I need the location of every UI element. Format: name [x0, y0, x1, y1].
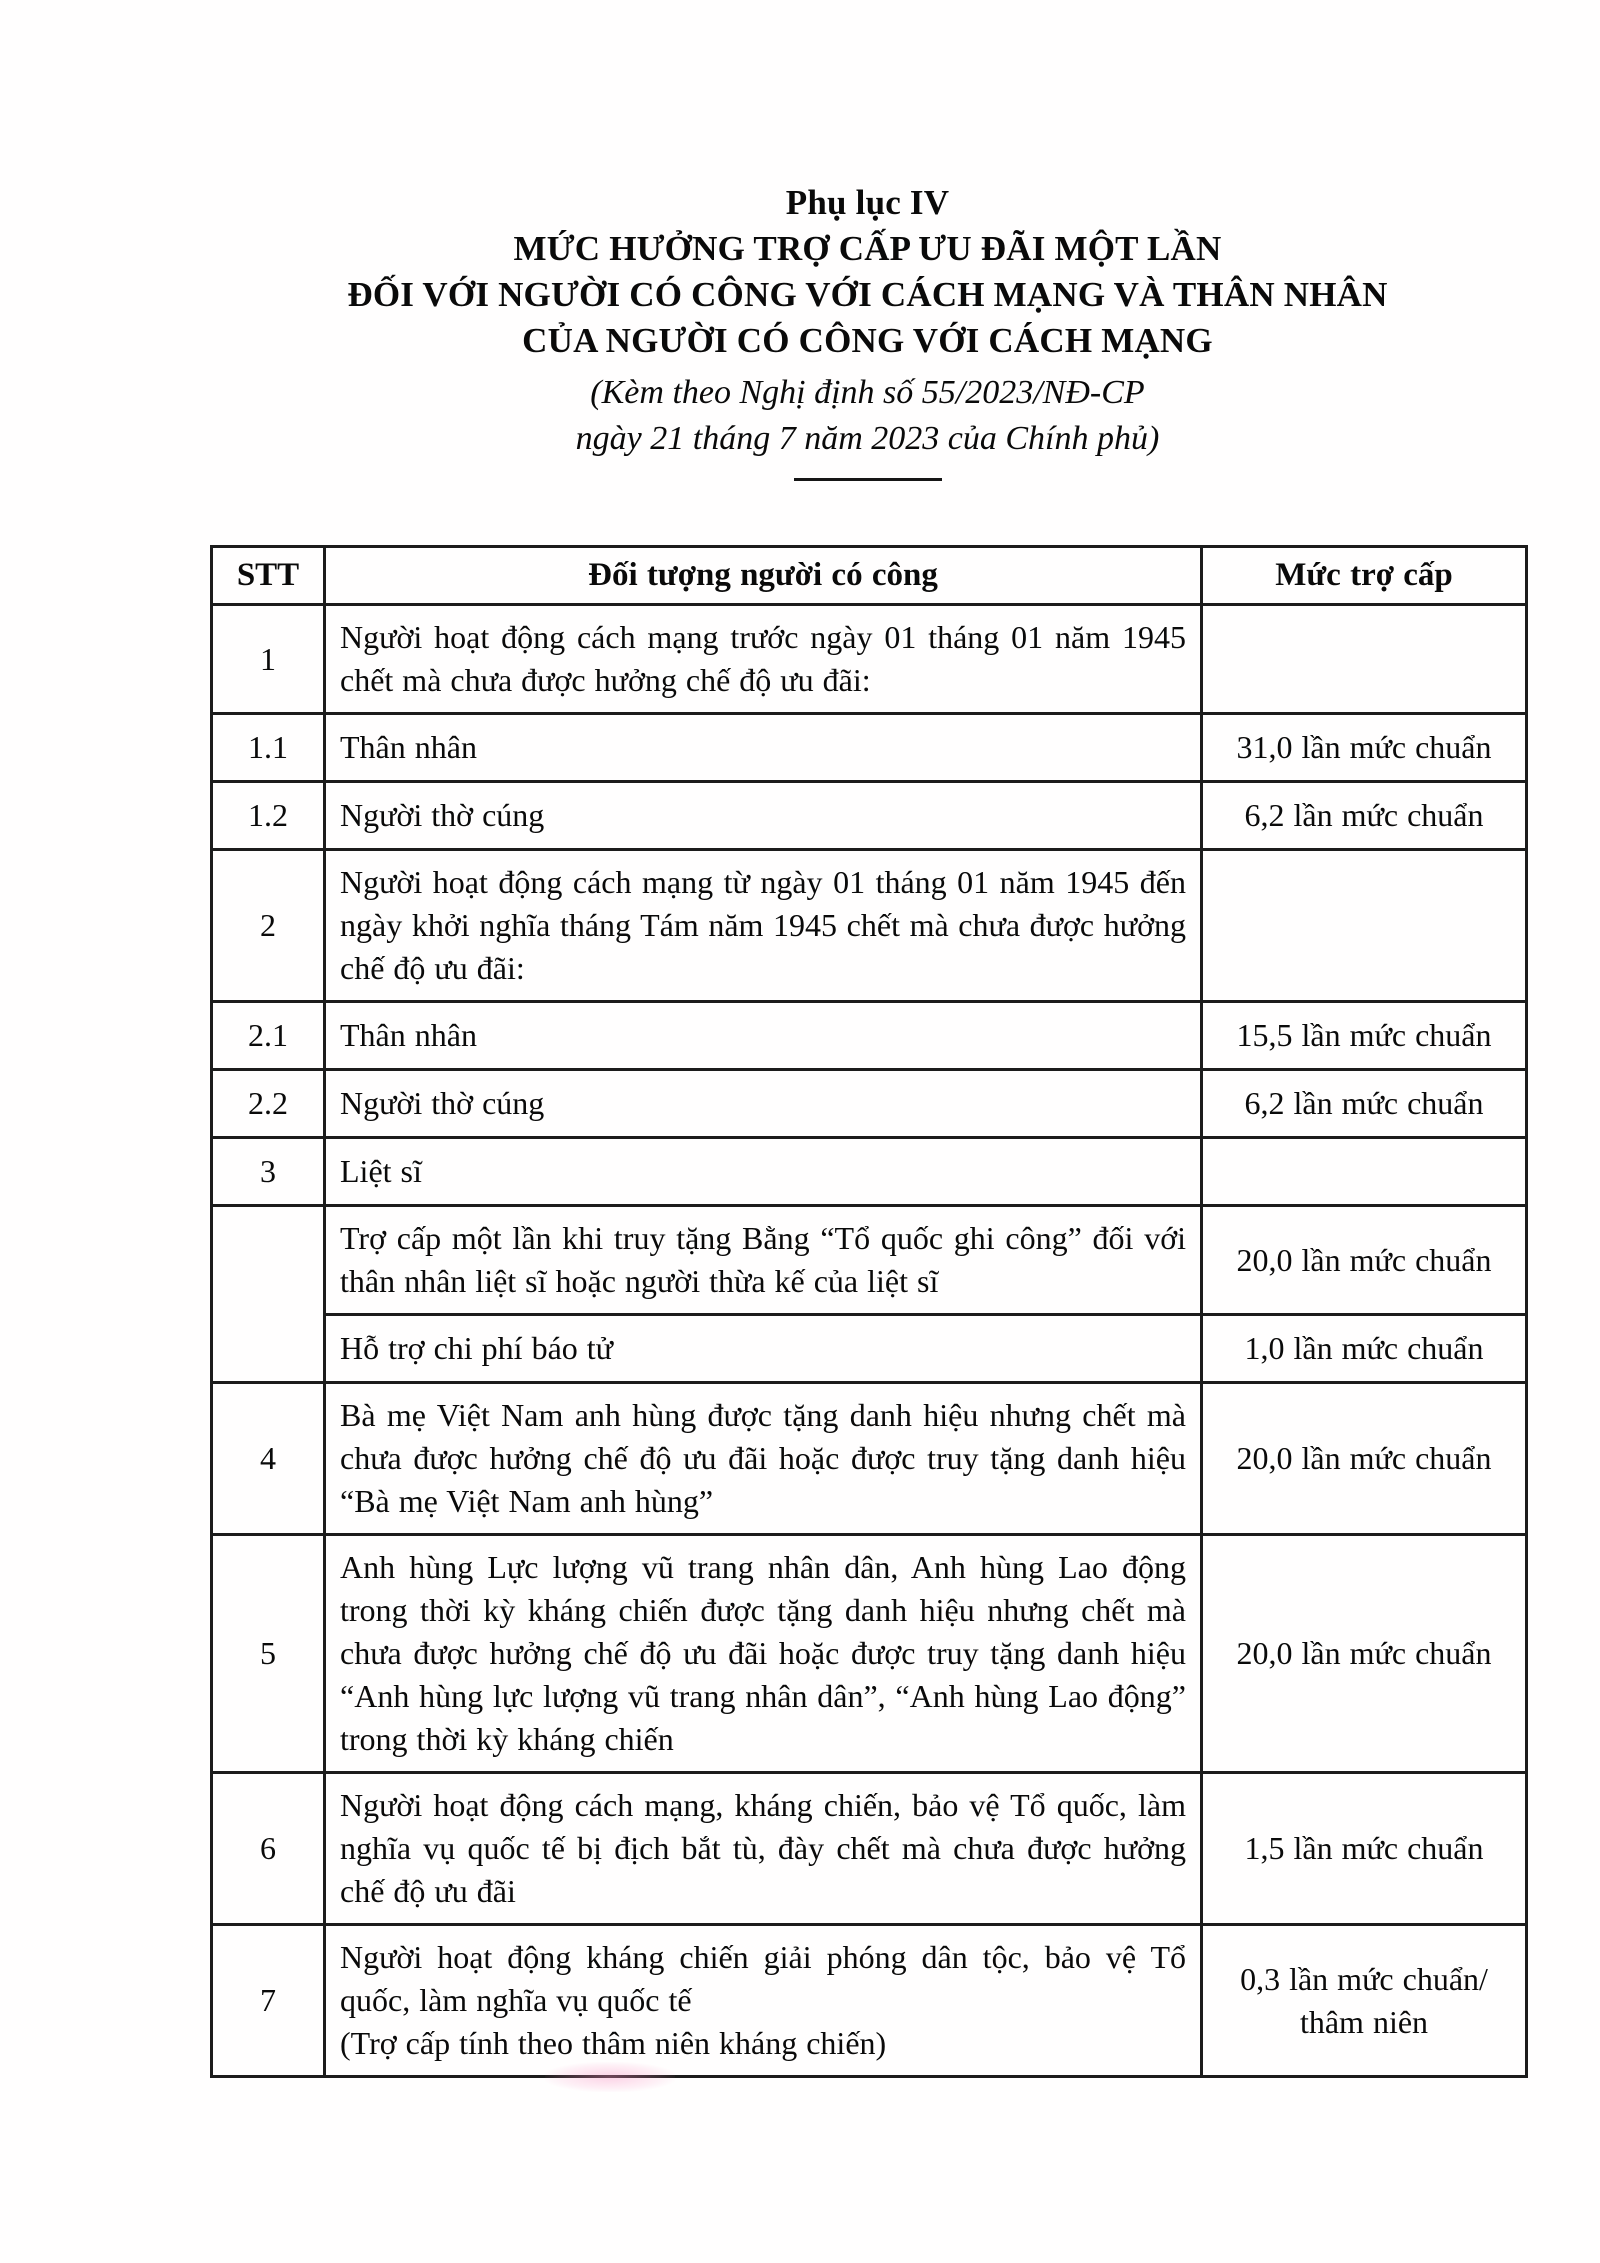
- stt-cell: 7: [212, 1925, 325, 2077]
- subject-cell: Người hoạt động cách mạng, kháng chiến, bảo vệ Tổ quốc, làm nghĩa vụ quốc tế bị địch bắt tù, đày chết mà chưa được hưởng chế độ ưu đãi: [325, 1773, 1202, 1925]
- table-row: [212, 1925, 1527, 2077]
- amount-line-2: thâm niên: [1299, 2003, 1429, 2040]
- document-content: [210, 0, 1525, 2078]
- subject-cell: Liệt sĩ: [325, 1138, 1202, 1206]
- allowance-table: [210, 545, 1528, 2078]
- stt-cell: 2: [212, 850, 325, 1002]
- subject-cell: Trợ cấp một lần khi truy tặng Bằng “Tổ quốc ghi công” đối với thân nhân liệt sĩ hoặc người thừa kế của liệt sĩ: [325, 1206, 1202, 1315]
- subject-text: Người hoạt động kháng chiến giải phóng dân tộc, bảo vệ Tổ quốc, làm nghĩa vụ quốc tế: [340, 1939, 1186, 2018]
- amount-cell: 15,5 lần mức chuẩn: [1202, 1002, 1527, 1070]
- amount-cell: 20,0 lần mức chuẩn: [1202, 1206, 1527, 1315]
- column-header-amount: Mức trợ cấp: [1202, 547, 1527, 605]
- document-subtitle-line-1: (Kèm theo Nghị định số 55/2023/NĐ-CP: [590, 374, 1145, 411]
- table-row: [212, 1535, 1527, 1773]
- stt-cell: 1: [212, 605, 325, 714]
- subject-cell: Thân nhân: [325, 1002, 1202, 1070]
- document-subtitle-line-2: ngày 21 tháng 7 năm 2023 của Chính phủ): [575, 420, 1160, 457]
- amount-cell: 1,0 lần mức chuẩn: [1202, 1315, 1527, 1383]
- table-row: [212, 714, 1527, 782]
- amount-cell: 20,0 lần mức chuẩn: [1202, 1535, 1527, 1773]
- amount-cell: [1202, 1925, 1527, 2077]
- amount-cell: 6,2 lần mức chuẩn: [1202, 1070, 1527, 1138]
- stt-cell: 5: [212, 1535, 325, 1773]
- table-row: [212, 605, 1527, 714]
- subject-cell: Anh hùng Lực lượng vũ trang nhân dân, Anh hùng Lao động trong thời kỳ kháng chiến được tặng danh hiệu nhưng chết mà chưa được hưởng chế độ ưu đãi hoặc được truy tặng danh hiệu “Anh hùng lực lượng vũ trang nhân dân”, “Anh hùng Lao động” trong thời kỳ kháng chiến: [325, 1535, 1202, 1773]
- table-row: [212, 1206, 1527, 1315]
- stt-cell: 6: [212, 1773, 325, 1925]
- title-divider-line: [794, 478, 942, 481]
- table-row: [212, 1138, 1527, 1206]
- column-header-subject: Đối tượng người có công: [325, 547, 1202, 605]
- document-title-line-1: MỨC HƯỞNG TRỢ CẤP ƯU ĐÃI MỘT LẦN: [513, 229, 1222, 268]
- table-row: [212, 1383, 1527, 1535]
- subject-cell: Bà mẹ Việt Nam anh hùng được tặng danh hiệu nhưng chết mà chưa được hưởng chế độ ưu đãi hoặc được truy tặng danh hiệu “Bà mẹ Việt Nam anh hùng”: [325, 1383, 1202, 1535]
- amount-cell: [1202, 605, 1527, 714]
- document-title-line-2: ĐỐI VỚI NGƯỜI CÓ CÔNG VỚI CÁCH MẠNG VÀ THÂN NHÂN: [347, 275, 1388, 314]
- subject-cell: Người hoạt động cách mạng từ ngày 01 tháng 01 năm 1945 đến ngày khởi nghĩa tháng Tám năm 1945 chết mà chưa được hưởng chế độ ưu đãi:: [325, 850, 1202, 1002]
- table-row: [212, 782, 1527, 850]
- column-header-stt: STT: [212, 547, 325, 605]
- table-row: [212, 1773, 1527, 1925]
- subject-cell: Người thờ cúng: [325, 1070, 1202, 1138]
- table-row: [212, 1070, 1527, 1138]
- subject-cell: Người hoạt động cách mạng trước ngày 01 tháng 01 năm 1945 chết mà chưa được hưởng chế độ ưu đãi:: [325, 605, 1202, 714]
- document-title-line-3: CỦA NGƯỜI CÓ CÔNG VỚI CÁCH MẠNG: [522, 321, 1213, 360]
- amount-cell: 31,0 lần mức chuẩn: [1202, 714, 1527, 782]
- subject-cell: [325, 1925, 1202, 2077]
- amount-cell: [1202, 1138, 1527, 1206]
- document-header: [210, 0, 1525, 481]
- amount-cell: 6,2 lần mức chuẩn: [1202, 782, 1527, 850]
- subject-cell: Hỗ trợ chi phí báo tử: [325, 1315, 1202, 1383]
- subject-cell: Thân nhân: [325, 714, 1202, 782]
- stt-cell: 2.2: [212, 1070, 325, 1138]
- amount-cell: 20,0 lần mức chuẩn: [1202, 1383, 1527, 1535]
- table-row: [212, 1315, 1527, 1383]
- amount-cell: 1,5 lần mức chuẩn: [1202, 1773, 1527, 1925]
- subject-cell: Người thờ cúng: [325, 782, 1202, 850]
- amount-cell: [1202, 850, 1527, 1002]
- stt-cell: 4: [212, 1383, 325, 1535]
- table-header-row: [212, 547, 1527, 605]
- stt-cell: 1.1: [212, 714, 325, 782]
- stt-cell: 2.1: [212, 1002, 325, 1070]
- amount-line-1: 0,3 lần mức chuẩn/: [1240, 1960, 1488, 1997]
- table-row: [212, 850, 1527, 1002]
- stt-cell-merged-empty: [212, 1206, 325, 1383]
- stt-cell: 1.2: [212, 782, 325, 850]
- stt-cell: 3: [212, 1138, 325, 1206]
- subject-note: (Trợ cấp tính theo thâm niên kháng chiến): [340, 2025, 887, 2061]
- table-row: [212, 1002, 1527, 1070]
- appendix-label: Phụ lục IV: [785, 183, 950, 222]
